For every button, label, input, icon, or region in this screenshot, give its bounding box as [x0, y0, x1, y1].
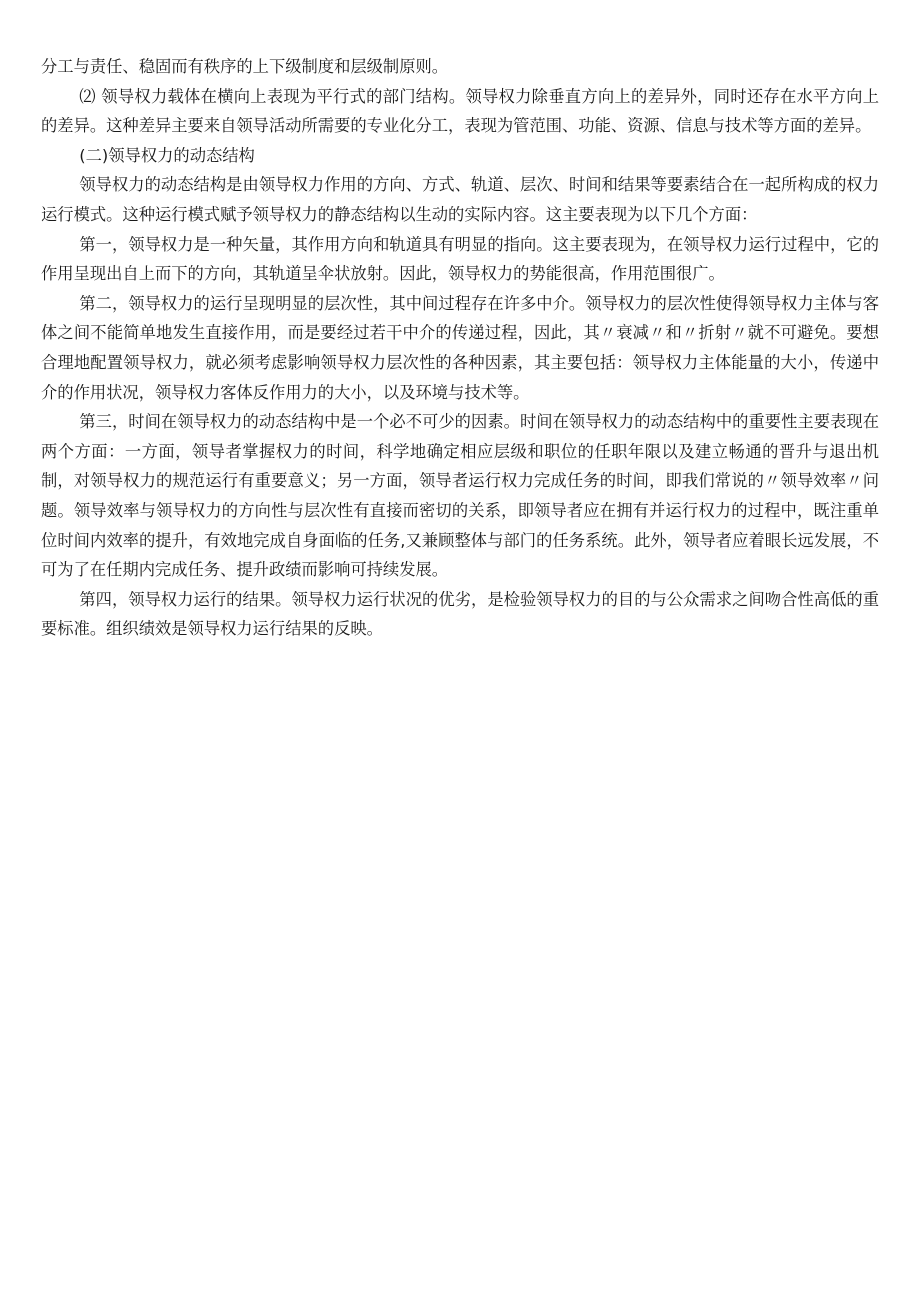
paragraph-point-second: 第二，领导权力的运行呈现明显的层次性，其中间过程存在许多中介。领导权力的层次性使得领导权力主体与客体之间不能简单地发生直接作用，而是要经过若干中介的传递过程，因此，其〃衰减〃和〃折射〃就不可避免。要想合理地配置领导权力，就必须考虑影响领导权力层次性的各种因素，其主要包括：领导权力主体能量的大小，传递中介的作用状况，领导权力客体反作用力的大小，以及环境与技术等。 — [41, 293, 879, 402]
paragraph-point-fourth: 第四，领导权力运行的结果。领导权力运行状况的优劣，是检验领导权力的目的与公众需求之间吻合性高低的重要标准。组织绩效是领导权力运行结果的反映。 — [41, 589, 879, 639]
paragraph-point-first: 第一，领导权力是一种矢量，其作用方向和轨道具有明显的指向。这主要表现为，在领导权力运行过程中，它的作用呈现出自上而下的方向，其轨道呈伞状放射。因此，领导权力的势能很高，作用范围很广。 — [41, 234, 879, 284]
document-page — [41, 52, 879, 644]
paragraph-horizontal-structure: ⑵ 领导权力载体在横向上表现为平行式的部门结构。领导权力除垂直方向上的差异外，同时还存在水平方向上的差异。这种差异主要来自领导活动所需要的专业化分工，表现为管范围、功能、资源、信息与技术等方面的差异。 — [41, 86, 879, 136]
paragraph-continuation: 分工与责任、稳固而有秩序的上下级制度和层级制原则。 — [41, 57, 449, 76]
section-heading-dynamic-structure: (二)领导权力的动态结构 — [79, 145, 255, 165]
paragraph-dynamic-structure-intro: 领导权力的动态结构是由领导权力作用的方向、方式、轨道、层次、时间和结果等要素结合在一起所构成的权力运行模式。这种运行模式赋予领导权力的静态结构以生动的实际内容。这主要表现为以下几个方面： — [41, 175, 879, 224]
paragraph-point-third: 第三，时间在领导权力的动态结构中是一个必不可少的因素。时间在领导权力的动态结构中的重要性主要表现在两个方面：一方面，领导者掌握权力的时间，科学地确定相应层级和职位的任职年限以及建立畅通的晋升与退出机制，对领导权力的规范运行有重要意义；另一方面，领导者运行权力完成任务的时间，即我们常说的〃领导效率〃问题。领导效率与领导权力的方向性与层次性有直接而密切的关系，即领导者应在拥有并运行权力的过程中，既注重单位时间内效率的提升，有效地完成自身面临的任务,又兼顾整体与部门的任务系统。此外，领导者应着眼长远发展，不可为了在任期内完成任务、提升政绩而影响可持续发展。 — [41, 412, 879, 580]
